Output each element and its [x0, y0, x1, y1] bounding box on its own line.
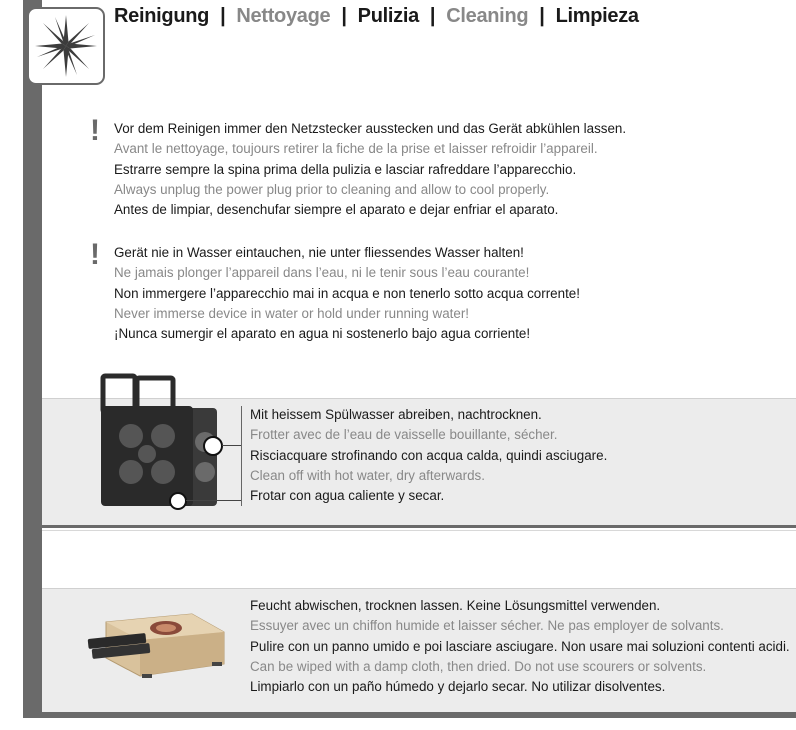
housing-line: Pulire con un panno umido e poi lasciare asciugare. Non usare mai soluzioni contenti acidi. [250, 638, 790, 654]
warning-line: Non immergere l’apparecchio mai in acqua e non tenerlo sotto acqua corrente! [114, 285, 580, 301]
housing-line: Feucht abwischen, trocknen lassen. Keine Lösungsmittel verwenden. [250, 598, 661, 613]
warning-line: Estrarre sempre la spina prima della pulizia e lasciar rafreddare l’apparecchio. [114, 161, 577, 177]
title-fr: Nettoyage [236, 5, 331, 27]
divider [42, 530, 796, 531]
plates-line: Mit heissem Spülwasser abreiben, nachtrocknen. [250, 407, 542, 422]
warning-line: ¡Nunca sumergir el aparato en agua ni sostenerlo bajo agua corriente! [114, 326, 531, 342]
warning-line: Ne jamais plonger l’appareil dans l’eau, ni le tenir sous l’eau courante! [114, 265, 530, 281]
left-frame-bar [23, 0, 42, 718]
bottom-frame-bar [23, 712, 796, 718]
title-separator: | [429, 5, 436, 27]
warning-exclamation-icon: ! [90, 238, 100, 271]
warning-water-text [114, 243, 580, 344]
housing-line: Essuyer avec un chiffon humide et laisser sécher. Ne pas employer de solvants. [250, 618, 724, 634]
warning-line: Antes de limpiar, desenchufar siempre el aparato e dejar enfriar el aparato. [114, 202, 559, 218]
baking-plates-image [95, 372, 225, 512]
title-separator: | [341, 5, 347, 27]
warning-line: Vor dem Reinigen immer den Netzstecker ausstecken und das Gerät abkühlen lassen. [114, 121, 627, 136]
title-en: Cleaning [446, 5, 529, 27]
warning-line: Avant le nettoyage, toujours retirer la fiche de la prise et laisser refroidir l’appareil. [114, 141, 598, 157]
housing-line: Limpiarlo con un paño húmedo y dejarlo secar. No utilizar disolventes. [250, 679, 666, 695]
title-de: Reinigung [114, 5, 210, 27]
page-title [114, 5, 639, 28]
plates-cleaning-text [250, 405, 607, 506]
title-separator: | [539, 5, 545, 27]
callout-line [186, 500, 241, 501]
callout-bracket [241, 406, 250, 506]
plates-line: Risciacquare strofinando con acqua calda, quindi asciugare. [250, 447, 608, 463]
warning-exclamation-icon: ! [90, 114, 100, 147]
housing-cleaning-text [250, 596, 790, 697]
plates-line: Frotter avec de l’eau de vaisselle bouillante, sécher. [250, 427, 558, 443]
warning-line: Always unplug the power plug prior to cleaning and allow to cool properly. [114, 181, 550, 197]
warning-line: Gerät nie in Wasser eintauchen, nie unter fliessendes Wasser halten! [114, 245, 524, 260]
callout-line [222, 445, 241, 446]
plates-line: Clean off with hot water, dry afterwards. [250, 467, 485, 483]
title-it: Pulizia [357, 5, 419, 27]
warning-line: Never immerse device in water or hold under running water! [114, 305, 470, 321]
waffle-maker-image [84, 594, 234, 689]
housing-line: Can be wiped with a damp cloth, then dried. Do not use scourers or solvents. [250, 658, 707, 674]
title-es: Limpieza [555, 5, 639, 27]
cleaning-logo [27, 7, 105, 85]
sparkle-icon [29, 9, 103, 83]
plates-line: Frotar con agua caliente y secar. [250, 488, 445, 504]
warning-unplug-text [114, 119, 626, 220]
title-separator: | [220, 5, 226, 27]
